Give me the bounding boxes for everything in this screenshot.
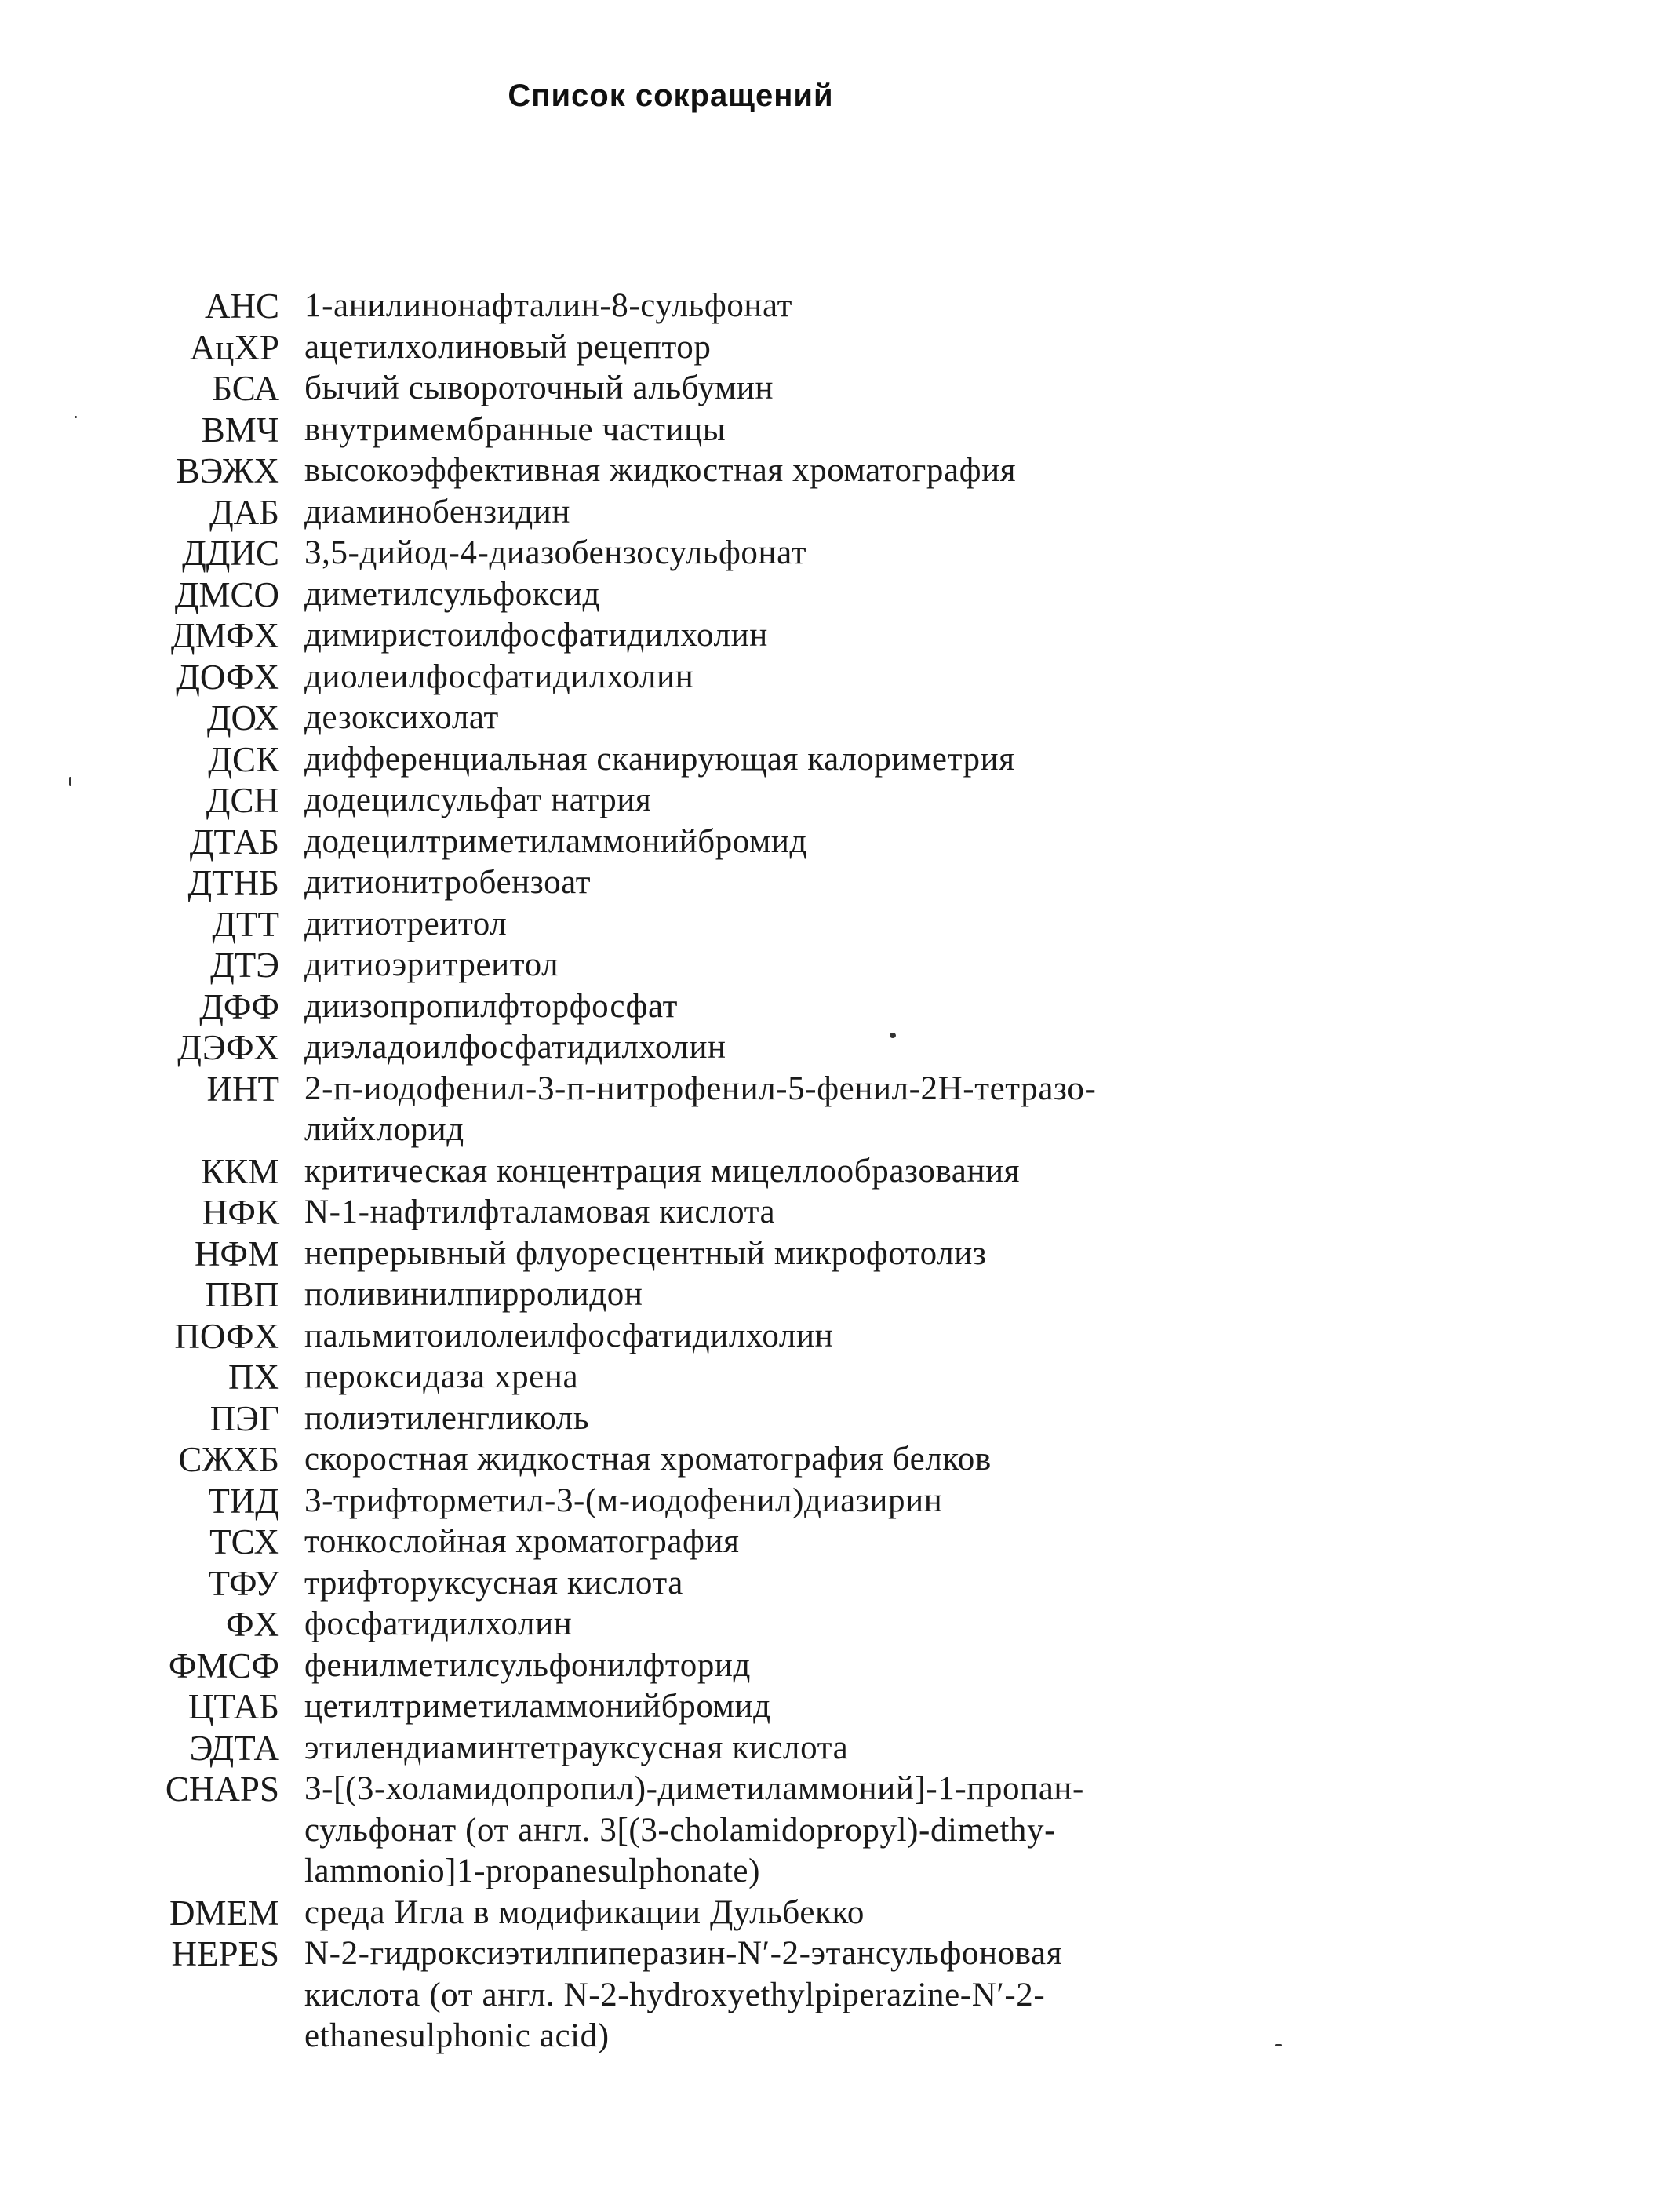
definition-line: фосфатидилхолин — [304, 1605, 573, 1642]
abbreviation-term: HEPES — [171, 1934, 279, 1973]
definition-line: высокоэффективная жидкостная хроматография — [304, 452, 1017, 489]
abbreviation-term: ПВП — [204, 1275, 279, 1314]
abbreviation-term: НФМ — [194, 1234, 279, 1274]
abbreviation-definition — [304, 945, 1349, 986]
abbreviation-definition — [304, 1357, 1349, 1398]
abbreviation-entry — [94, 450, 1349, 492]
abbreviation-definition — [304, 1234, 1349, 1275]
abbreviation-term: ИНТ — [206, 1069, 279, 1109]
abbreviation-entry — [94, 615, 1349, 657]
abbreviation-term: ДОФХ — [176, 657, 279, 697]
abbreviation-entry — [94, 945, 1349, 986]
scan-speck — [1275, 2044, 1282, 2046]
abbreviation-term: ДТАБ — [189, 822, 279, 862]
definition-line: дифференциальная сканирующая калориметрия — [304, 740, 1015, 778]
abbreviation-definition — [304, 1728, 1349, 1769]
abbreviation-term: ЦТАБ — [187, 1687, 279, 1726]
abbreviation-definition — [304, 1933, 1349, 2057]
abbreviation-entry — [94, 862, 1349, 904]
abbreviation-list — [94, 286, 1349, 2057]
definition-line: дезоксихолат — [304, 699, 499, 736]
abbreviation-entry — [94, 1439, 1349, 1481]
abbreviation-definition — [304, 286, 1349, 327]
definition-line: 3-[(3-холамидопропил)-диметиламмоний]-1-пропан- — [304, 1770, 1084, 1807]
abbreviation-definition — [304, 450, 1349, 492]
definition-line: димиристоилфосфатидилхолин — [304, 617, 768, 654]
abbreviation-term: ДАБ — [209, 492, 279, 532]
definition-line: 3-трифторметил-3-(м-иодофенил)диазирин — [304, 1481, 943, 1519]
abbreviation-term: БСА — [212, 369, 279, 408]
abbreviation-term: ДТНБ — [187, 863, 279, 902]
abbreviation-term: ДТТ — [212, 904, 279, 944]
abbreviation-entry — [94, 533, 1349, 574]
definition-line: диэладоилфосфатидилхолин — [304, 1029, 726, 1066]
definition-line: додецилтриметиламмонийбромид — [304, 822, 807, 860]
abbreviation-entry — [94, 1521, 1349, 1563]
abbreviation-definition — [304, 1398, 1349, 1440]
definition-line: непрерывный флуоресцентный микрофотолиз — [304, 1234, 987, 1272]
abbreviation-term: ДСН — [206, 781, 279, 820]
abbreviation-entry — [94, 1481, 1349, 1522]
abbreviation-definition — [304, 1192, 1349, 1234]
definition-line: 3,5-дийод-4-диазобензосульфонат — [304, 534, 807, 571]
abbreviation-term: ТСХ — [209, 1522, 279, 1562]
abbreviation-definition — [304, 862, 1349, 904]
definition-line: бычий сывороточный альбумин — [304, 370, 774, 406]
abbreviation-definition — [304, 986, 1349, 1028]
abbreviation-definition — [304, 410, 1349, 451]
scan-speck — [75, 416, 77, 418]
abbreviation-definition — [304, 822, 1349, 863]
abbreviation-entry — [94, 780, 1349, 822]
abbreviation-definition — [304, 1316, 1349, 1357]
abbreviation-entry — [94, 286, 1349, 327]
definition-line: 2-п-иодофенил-3-п-нитрофенил-5-фенил-2Н-тетразо- — [304, 1070, 1097, 1107]
abbreviation-entry — [94, 574, 1349, 616]
definition-line: полиэтиленгликоль — [304, 1399, 590, 1437]
page-title: Список сокращений — [508, 78, 834, 113]
abbreviation-definition — [304, 657, 1349, 698]
abbreviation-term: ВМЧ — [201, 410, 279, 450]
definition-line: тонкослойная хроматография — [304, 1523, 740, 1560]
abbreviation-definition — [304, 904, 1349, 946]
abbreviation-entry — [94, 1192, 1349, 1234]
abbreviation-term: DMEM — [169, 1893, 279, 1933]
definition-line: поливинилпирролидон — [304, 1276, 643, 1313]
abbreviation-term: ДОХ — [206, 698, 279, 738]
abbreviation-entry — [94, 1234, 1349, 1275]
abbreviation-term: ПОФХ — [174, 1316, 279, 1356]
abbreviation-definition — [304, 1686, 1349, 1728]
abbreviation-entry — [94, 1069, 1349, 1151]
abbreviation-definition — [304, 1893, 1349, 1934]
abbreviation-definition — [304, 368, 1349, 410]
definition-line: пальмитоилолеилфосфатидилхолин — [304, 1317, 834, 1354]
abbreviation-entry — [94, 1027, 1349, 1069]
abbreviation-term: ЭДТА — [189, 1728, 279, 1768]
abbreviation-definition — [304, 1604, 1349, 1645]
abbreviation-term: ПЭГ — [209, 1398, 279, 1438]
definition-line: 1-анилинонафталин-8-сульфонат — [304, 287, 793, 324]
definition-line: критическая концентрация мицеллообразования — [304, 1152, 1021, 1190]
abbreviation-entry — [94, 698, 1349, 739]
abbreviation-entry — [94, 822, 1349, 863]
definition-line: дитиотреитол — [304, 905, 508, 942]
abbreviation-term: ПХ — [228, 1357, 279, 1397]
abbreviation-entry — [94, 1563, 1349, 1605]
abbreviation-term: ТФУ — [208, 1563, 279, 1603]
abbreviation-definition — [304, 698, 1349, 739]
scan-speck — [69, 777, 71, 786]
abbreviation-definition — [304, 739, 1349, 781]
abbreviation-definition — [304, 574, 1349, 616]
abbreviation-entry — [94, 410, 1349, 451]
definition-line: N-2-гидроксиэтилпиперазин-N′-2-этансульфоновая — [304, 1935, 1063, 1972]
abbreviation-entry — [94, 986, 1349, 1028]
abbreviation-term: ВЭЖХ — [176, 451, 279, 490]
abbreviation-entry — [94, 368, 1349, 410]
abbreviation-term: CHAPS — [165, 1769, 279, 1809]
abbreviation-term: ФХ — [225, 1605, 279, 1644]
abbreviation-entry — [94, 1686, 1349, 1728]
definition-line: лийхлорид — [304, 1111, 464, 1148]
abbreviation-entry — [94, 1769, 1349, 1893]
definition-line: додецилсульфат натрия — [304, 782, 652, 818]
definition-line: диаминобензидин — [304, 493, 571, 530]
abbreviation-definition — [304, 1521, 1349, 1563]
definition-line: дитиоэритреитол — [304, 946, 559, 983]
abbreviation-definition — [304, 327, 1349, 369]
abbreviation-term: ФМСФ — [168, 1645, 279, 1685]
abbreviation-definition — [304, 1769, 1349, 1893]
abbreviation-entry — [94, 739, 1349, 781]
definition-line: пероксидаза хрена — [304, 1358, 579, 1395]
abbreviation-definition — [304, 780, 1349, 822]
abbreviation-term: ТИД — [208, 1481, 279, 1521]
abbreviation-term: ДМФХ — [170, 616, 279, 655]
abbreviation-definition — [304, 1645, 1349, 1687]
abbreviation-definition — [304, 1027, 1349, 1069]
abbreviation-term: АцХР — [189, 327, 279, 367]
abbreviation-entry — [94, 1645, 1349, 1687]
definition-line: внутримембранные частицы — [304, 410, 726, 448]
definition-line: диолеилфосфатидилхолин — [304, 658, 694, 695]
definition-line: диизопропилфторфосфат — [304, 987, 678, 1025]
abbreviation-term: ДМСО — [174, 574, 279, 614]
abbreviation-term: СЖХБ — [178, 1440, 279, 1479]
abbreviation-entry — [94, 657, 1349, 698]
abbreviation-entry — [94, 1893, 1349, 1934]
definition-line: цетилтриметиламмонийбромид — [304, 1688, 771, 1725]
abbreviation-definition — [304, 1151, 1349, 1193]
abbreviation-term: АНС — [204, 286, 279, 326]
abbreviation-definition — [304, 1439, 1349, 1481]
abbreviation-entry — [94, 492, 1349, 534]
abbreviation-entry — [94, 1151, 1349, 1193]
abbreviation-entry — [94, 904, 1349, 946]
abbreviation-definition — [304, 533, 1349, 574]
definition-line: ethanesulphonic acid) — [304, 2017, 610, 2054]
abbreviation-definition — [304, 492, 1349, 534]
definition-line: скоростная жидкостная хроматография белков — [304, 1441, 992, 1478]
definition-line: трифторуксусная кислота — [304, 1564, 683, 1602]
abbreviation-definition — [304, 1481, 1349, 1522]
abbreviation-term: ДЭФХ — [177, 1028, 279, 1067]
abbreviation-definition — [304, 1274, 1349, 1316]
definition-line: lammonio]1-propanesulphonate) — [304, 1853, 761, 1889]
definition-line: ацетилхолиновый рецептор — [304, 328, 712, 366]
abbreviation-term: ДСК — [208, 739, 279, 779]
definition-line: фенилметилсульфонилфторид — [304, 1646, 752, 1684]
definition-line: сульфонат (от англ. 3[(3-cholamidopropyl)-dimethy- — [304, 1811, 1057, 1849]
definition-line: дитионитробензоат — [304, 864, 592, 901]
abbreviation-entry — [94, 1933, 1349, 2057]
abbreviation-entry — [94, 327, 1349, 369]
definition-line: кислота (от англ. N-2-hydroxyethylpiperazine-N′-2- — [304, 1976, 1046, 2013]
abbreviation-entry — [94, 1604, 1349, 1645]
abbreviation-term: ДДИС — [182, 534, 279, 573]
abbreviation-entry — [94, 1728, 1349, 1769]
definition-line: диметилсульфоксид — [304, 575, 601, 613]
definition-line: среда Игла в модификации Дульбекко — [304, 1893, 865, 1931]
definition-line: N-1-нафтилфталамовая кислота — [304, 1193, 776, 1230]
definition-line: этилендиаминтетрауксусная кислота — [304, 1729, 849, 1766]
scan-speck — [890, 1033, 896, 1038]
abbreviation-entry — [94, 1357, 1349, 1398]
abbreviation-entry — [94, 1274, 1349, 1316]
abbreviation-entry — [94, 1316, 1349, 1357]
abbreviation-entry — [94, 1398, 1349, 1440]
abbreviation-term: ДТЭ — [210, 946, 279, 985]
abbreviation-definition — [304, 615, 1349, 657]
abbreviation-definition — [304, 1069, 1349, 1151]
abbreviation-term: НФК — [202, 1193, 279, 1232]
abbreviation-term: ДФФ — [199, 986, 279, 1026]
abbreviation-definition — [304, 1563, 1349, 1605]
abbreviation-term: ККМ — [200, 1151, 279, 1191]
